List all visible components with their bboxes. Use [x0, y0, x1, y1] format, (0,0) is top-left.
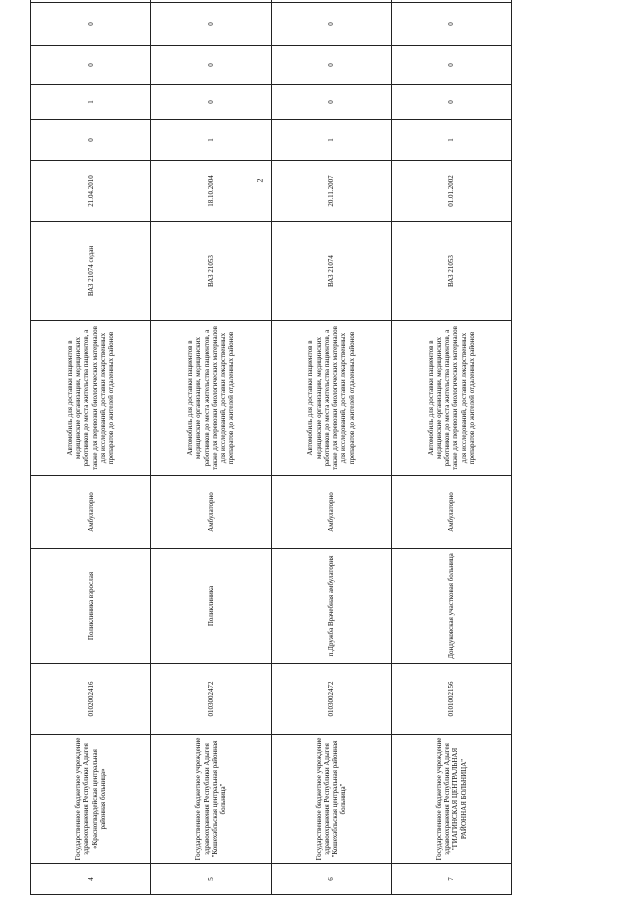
- value-5-cell: [151, 0, 271, 3]
- date-cell: 20.11.2007: [271, 161, 391, 222]
- table-row: [151, 0, 271, 895]
- division-cell: п.Дружба Врачебная амбулатория: [271, 549, 391, 664]
- organization-cell: Государственное бюджетное учреждение здравоохранения Республики Адыгея «Красногвардейская центральная районная больница»: [31, 735, 151, 864]
- purpose-cell: Автомобиль для доставки пациентов в медицинские организации, медицинских работников до места жительства пациентов, а также для перевозки биологических материалов для исследований, доставки лекарственных препаратов до жителей отдаленных районов: [31, 321, 151, 476]
- value-2-cell: 0: [151, 85, 271, 120]
- value-1-cell: 1: [271, 120, 391, 161]
- vehicle-model-cell: ВАЗ 21074: [271, 222, 391, 321]
- row-number-cell: 4: [31, 864, 151, 895]
- value-2-cell: 0: [271, 85, 391, 120]
- vehicle-model-cell: ВАЗ 21074 седан: [31, 222, 151, 321]
- row-number-cell: 6: [271, 864, 391, 895]
- date-cell: 01.01.2002: [391, 161, 511, 222]
- value-1-cell: 1: [391, 120, 511, 161]
- value-4-cell: 0: [391, 3, 511, 46]
- division-cell: Поликлиника: [151, 549, 271, 664]
- inn-cell: 0103002472: [271, 664, 391, 735]
- purpose-cell: Автомобиль для доставки пациентов в медицинские организации, медицинских работников до места жительства пациентов, а также для перевозки биологических материалов для исследований, доставки лекарственных препаратов до жителей отдаленных районов: [151, 321, 271, 476]
- value-4-cell: 0: [271, 3, 391, 46]
- organization-cell: Государственное бюджетное учреждение здравоохранения Республики Адыгея "Кошехабльская центральная районная больница": [151, 735, 271, 864]
- division-cell: Дондуковская участковая больница: [391, 549, 511, 664]
- care-type-cell: Амбулаторно: [271, 476, 391, 549]
- table-row: [271, 0, 391, 895]
- rotated-table-wrapper: [30, 22, 512, 895]
- value-4-cell: 0: [31, 3, 151, 46]
- purpose-cell: Автомобиль для доставки пациентов в медицинские организации, медицинских работников до места жительства пациентов, а также для перевозки биологических материалов для исследований, доставки лекарственных препаратов до жителей отдаленных районов: [271, 321, 391, 476]
- care-type-cell: Амбулаторно: [391, 476, 511, 549]
- table-row: [391, 0, 511, 895]
- care-type-cell: Амбулаторно: [151, 476, 271, 549]
- value-3-cell: 0: [151, 46, 271, 85]
- organization-cell: Государственное бюджетное учреждение здравоохранения Республики Адыгея "ГИАГИНСКАЯ ЦЕНТРАЛЬНАЯ РАЙОННАЯ БОЛЬНИЦА": [391, 735, 511, 864]
- value-2-cell: 0: [391, 85, 511, 120]
- date-cell: 18.10.2004: [151, 161, 271, 222]
- value-1-cell: 0: [31, 120, 151, 161]
- value-3-cell: 0: [391, 46, 511, 85]
- vehicle-model-cell: ВАЗ 21053: [151, 222, 271, 321]
- value-4-cell: 0: [151, 3, 271, 46]
- table-row: [31, 0, 151, 895]
- organization-cell: Государственное бюджетное учреждение здравоохранения Республики Адыгея "Кошехабльская центральная районная больница": [271, 735, 391, 864]
- inn-cell: 0102002416: [31, 664, 151, 735]
- row-number-cell: 5: [151, 864, 271, 895]
- value-3-cell: 0: [31, 46, 151, 85]
- value-2-cell: 1: [31, 85, 151, 120]
- division-cell: Поликлиника взрослая: [31, 549, 151, 664]
- value-5-cell: [31, 0, 151, 3]
- date-cell: 21.04.2010: [31, 161, 151, 222]
- purpose-cell: Автомобиль для доставки пациентов в медицинские организации, медицинских работников до места жительства пациентов, а также для перевозки биологических материалов для исследований, доставки лекарственных препаратов до жителей отдаленных районов: [391, 321, 511, 476]
- vehicles-table: [30, 0, 512, 895]
- value-5-cell: [271, 0, 391, 3]
- value-3-cell: 0: [271, 46, 391, 85]
- vehicle-model-cell: ВАЗ 21053: [391, 222, 511, 321]
- value-5-cell: [391, 0, 511, 3]
- inn-cell: 0103002472: [151, 664, 271, 735]
- page-number: 2: [255, 178, 265, 183]
- inn-cell: 0101002156: [391, 664, 511, 735]
- value-1-cell: 1: [151, 120, 271, 161]
- care-type-cell: Амбулаторно: [31, 476, 151, 549]
- row-number-cell: 7: [391, 864, 511, 895]
